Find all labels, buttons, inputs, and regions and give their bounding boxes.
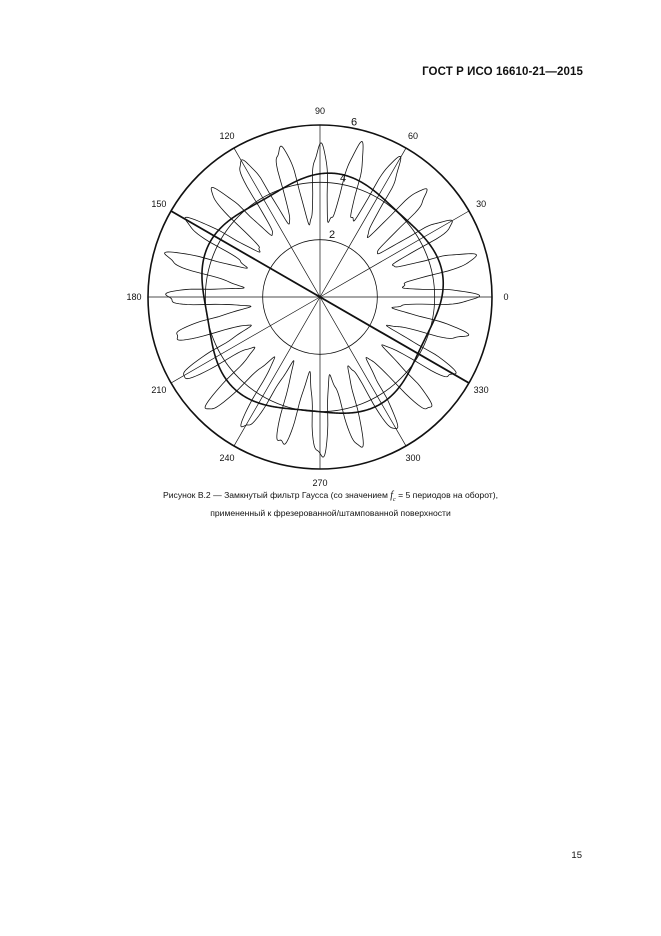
caption-line-2: примененный к фрезерованной/штампованной поверхности bbox=[210, 508, 451, 518]
spoke-60 bbox=[320, 148, 406, 297]
spoke-240 bbox=[234, 297, 320, 446]
angle-label-240: 240 bbox=[219, 453, 235, 464]
page-number: 15 bbox=[571, 850, 582, 861]
spoke-30 bbox=[320, 211, 469, 297]
spoke-120 bbox=[234, 148, 320, 297]
angle-label-90: 90 bbox=[314, 106, 326, 116]
angle-label-270: 270 bbox=[312, 478, 328, 488]
angle-label-120: 120 bbox=[219, 130, 235, 141]
angle-label-180: 180 bbox=[126, 292, 142, 302]
angle-label-60: 60 bbox=[407, 130, 419, 141]
angle-label-330: 330 bbox=[473, 385, 489, 395]
spoke-300 bbox=[320, 297, 406, 446]
ring-label-4: 4 bbox=[339, 172, 347, 185]
document-header: ГОСТ Р ИСО 16610-21—2015 bbox=[422, 66, 583, 78]
ring-label-6: 6 bbox=[350, 116, 358, 129]
angle-label-210: 210 bbox=[151, 385, 167, 395]
ring-label-2: 2 bbox=[329, 228, 336, 241]
angle-label-150: 150 bbox=[151, 199, 167, 209]
angle-label-0: 0 bbox=[503, 292, 509, 302]
caption-text-after: = 5 периодов на оборот), bbox=[398, 490, 498, 500]
caption-line-1 bbox=[0, 489, 661, 507]
spoke-210 bbox=[171, 297, 320, 383]
figure-caption bbox=[0, 489, 661, 520]
caption-symbol: $f_c$ bbox=[390, 490, 396, 503]
angle-label-30: 30 bbox=[476, 199, 487, 209]
polar-grid bbox=[148, 125, 492, 469]
caption-text-before: Рисунок В.2 — Замкнутый фильтр Гаусса (со значением bbox=[163, 490, 388, 500]
surface-profile-curve bbox=[165, 141, 480, 457]
angle-label-300: 300 bbox=[405, 453, 421, 464]
